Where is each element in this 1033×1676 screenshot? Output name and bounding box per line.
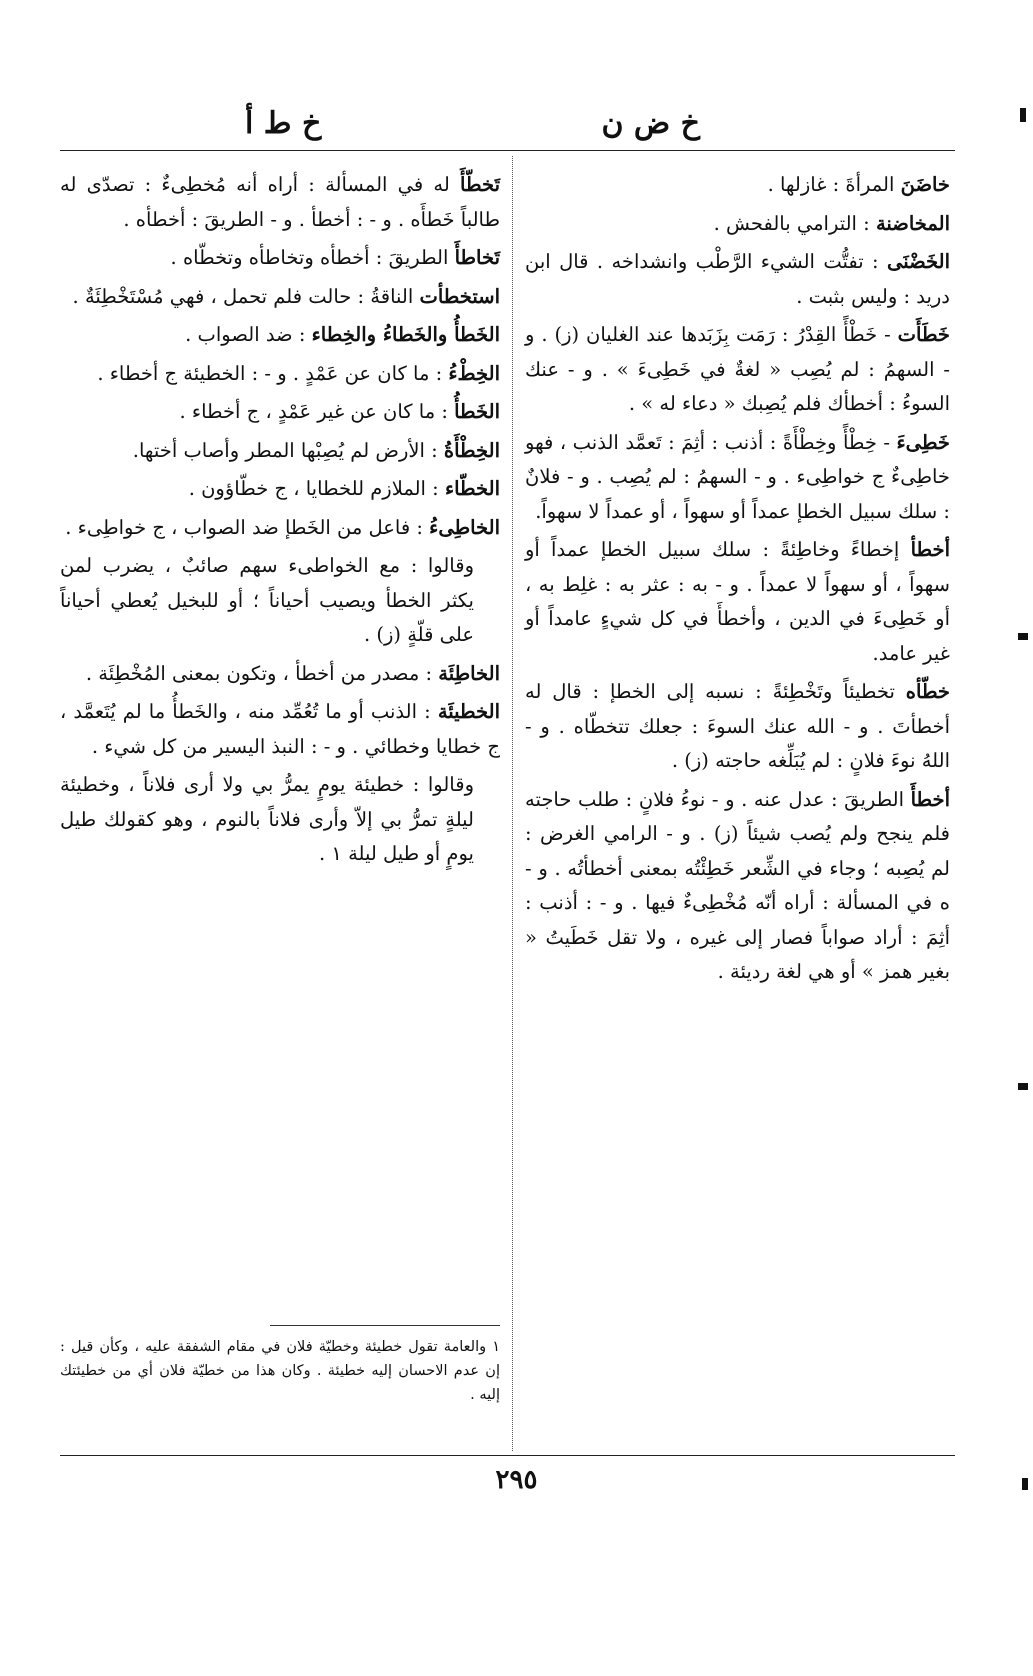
entry-definition: - خَطْأً القِدْرُ : رَمَت بِزَبَدها عند الغليان (ز) . و - السهمُ : لم يُصِب « لغةٌ في خَطِىءَ » . و - عنك السوءُ : أخطأك فلم يُصِبك « دعاء له » . <box>525 323 950 415</box>
entry-definition: الطريقَ : أخطأه وتخاطأه وتخطّاه . <box>170 246 455 269</box>
entry <box>525 533 950 671</box>
header-root-left: خ ط أ <box>245 106 322 141</box>
entry-definition: : الملازم للخطايا ، ج خطّاؤون . <box>188 477 445 500</box>
entry-definition: : ضد الصواب . <box>185 323 312 346</box>
entry-definition: : ما كان عن عَمْدٍ . و - : الخطيئة ج أخطاء . <box>97 361 449 385</box>
entry-definition: : الأرض لم يُصِبْها المطر وأصاب أختها. <box>132 438 444 462</box>
bottom-rule <box>60 1455 955 1456</box>
header-root-right: خ ض ن <box>601 106 700 141</box>
entry-headword: خَطَأَت <box>897 323 950 346</box>
entry-definition: وقالوا : مع الخواطىء سهم صائبٌ ، يضرب لمن يكثر الخطأ ويصيب أحياناً ؛ أو للبخيل يُعطي أحياناً على قلّةٍ (ز) . <box>60 554 474 646</box>
entry <box>60 241 500 276</box>
scan-mark <box>1018 633 1028 640</box>
entry <box>60 434 500 469</box>
entry <box>60 280 500 315</box>
entry-headword: تَخطّأَ <box>460 173 500 196</box>
entry-headword: الخَطأُ والخَطاءُ والخِطاء <box>311 323 500 346</box>
entry-definition: تخطيئاً وتَخْطِئةً : نسبه إلى الخطإ : قال له أخطأتَ . و - الله عنك السوءَ : جعلك تتخطّاه . و - اللهُ نوءَ فلانٍ : لم يُبَلِّغه حاجته (ز) . <box>525 680 950 772</box>
footnote-rule <box>270 1325 500 1326</box>
entry-definition: : الترامي بالفحش . <box>713 211 876 235</box>
page-number: ٢٩٥ <box>495 1465 538 1495</box>
page-header <box>60 100 960 155</box>
right-column <box>525 168 950 994</box>
entry <box>60 357 500 392</box>
entry-headword: خطّأه <box>905 680 950 703</box>
entry-headword: الخِطْءُ <box>448 361 500 385</box>
entry-definition: : تفتُّت الشيء الرَّطْب وانشداخه . قال ابن دريد : وليس بثبت . <box>525 250 950 308</box>
entry-headword: الخاطِئَة <box>438 661 500 685</box>
entry <box>525 168 950 203</box>
entry-headword: المخاضنة <box>875 211 950 235</box>
entry-definition: : ما كان عن غير عَمْدٍ ، ج أخطاء . <box>179 400 455 423</box>
entry <box>525 207 950 242</box>
entry-headword: أخطأَ <box>910 787 950 811</box>
entry <box>60 472 500 507</box>
top-rule <box>60 150 955 151</box>
entry-definition: : مصدر من أخطأ ، وتكون بمعنى المُخْطِئَة . <box>85 661 439 685</box>
entry <box>525 783 950 990</box>
entry-definition: وقالوا : خطيئة يومٍ يمرُّ بي ولا أرى فلاناً ، وخطيئة ليلةٍ تمرُّ بي إلاّ وأرى فلاناً بالنوم ، وهو كقولك طيل يومٍ أو طيل ليلة ١ . <box>60 773 474 865</box>
entry-headword: الخطيئَة <box>437 700 500 723</box>
left-column <box>60 168 500 876</box>
entry-headword: الخَطأُ <box>454 400 500 423</box>
entry-definition: له في المسألة : أراه أنه مُخطِىءٌ : تصدّى له طالباً خَطأَه . و - : أخطأ . و - الطريقَ : أخطأه . <box>60 173 500 231</box>
entry-definition: : فاعل من الخَطإ ضد الصواب ، ج خواطِىء . <box>65 515 430 539</box>
scan-mark <box>1022 1478 1028 1490</box>
entry <box>60 395 500 430</box>
scan-mark <box>1018 1083 1028 1090</box>
entry-headword: الخاطِىءُ <box>429 515 500 539</box>
entry <box>525 426 950 530</box>
entry <box>60 511 500 546</box>
entry-headword: خَطِىءَ <box>896 430 950 454</box>
entry-definition: - خِطْأً وخِطْأَةً : أذنب : أثِمَ : تَعمَّد الذنب ، فهو خاطِىءٌ ج خواطِىء . و - السهمُ : لم يُصِب . و - فلانٌ : سلك سبيل الخطإ عمداً أو سهواً ، أو عمداً لا سهواً. <box>525 430 950 523</box>
entry-headword: الخِطْأَةُ <box>443 438 500 462</box>
entry <box>525 245 950 314</box>
entry-definition: الطريقَ : عدل عنه . و - نوءُ فلانٍ : طلب حاجته فلم ينجح ولم يُصب شيئاً (ز) . و - الرامي الغرض : لم يُصِبه ؛ وجاء في الشِّعر خَطِئْتُه بمعنى أخطأتُه . و - ه في المسألة : أراه أنّه مُخْطِىءٌ فيها . و - : أذنب : أثِمَ : أراد صواباً فصار إلى غيره ، ولا تقل خَطَيتُ « بغير همز » أو هي لغة رديئة . <box>525 787 950 983</box>
entry <box>60 549 500 653</box>
entry <box>60 657 500 692</box>
entry-definition: : الذنب أو ما تُعُمِّد منه ، والخَطأُ ما لم يُتَعمَّد ، ج خطايا وخطائي . و - : النبذ اليسير من كل شيء . <box>60 700 500 758</box>
entry <box>525 675 950 779</box>
entry-headword: أخطأ <box>910 538 950 561</box>
entry-definition: الناقةُ : حالت فلم تحمل ، فهي مُسْتَخْطِئَةٌ . <box>72 284 420 308</box>
entry-headword: الخطّاء <box>444 477 500 500</box>
entry-headword: تَخاطأَ <box>454 246 500 269</box>
footnote: ١ والعامة تقول خطيئة وخطيّة فلان في مقام الشفقة عليه ، وكأن قيل : إن عدم الاحسان إليه خطيئة . وكان هذا من خطيّة فلان أي من خطيئتك إليه . <box>60 1339 500 1403</box>
entry <box>60 695 500 764</box>
column-divider <box>512 156 513 1451</box>
entry-headword: الخَضْنَى <box>887 250 950 273</box>
entry <box>60 168 500 237</box>
scan-mark <box>1020 108 1026 122</box>
entry-headword: استخطأت <box>419 284 500 308</box>
entry <box>525 318 950 422</box>
entry <box>60 318 500 353</box>
entry-definition: إخطاءً وخاطِئةً : سلك سبيل الخطإ عمداً أو سهواً ، أو سهواً لا عمداً . و - به : عثر به : غلِط به ، أو خَطِىءَ في الدين ، وأخطأَ في كل شيءٍ عامداً أو غير عامد. <box>525 538 950 665</box>
entry-definition: المرأةَ : غازلها . <box>767 173 901 196</box>
entry <box>60 768 500 872</box>
entry-headword: خاضَنَ <box>900 173 950 196</box>
